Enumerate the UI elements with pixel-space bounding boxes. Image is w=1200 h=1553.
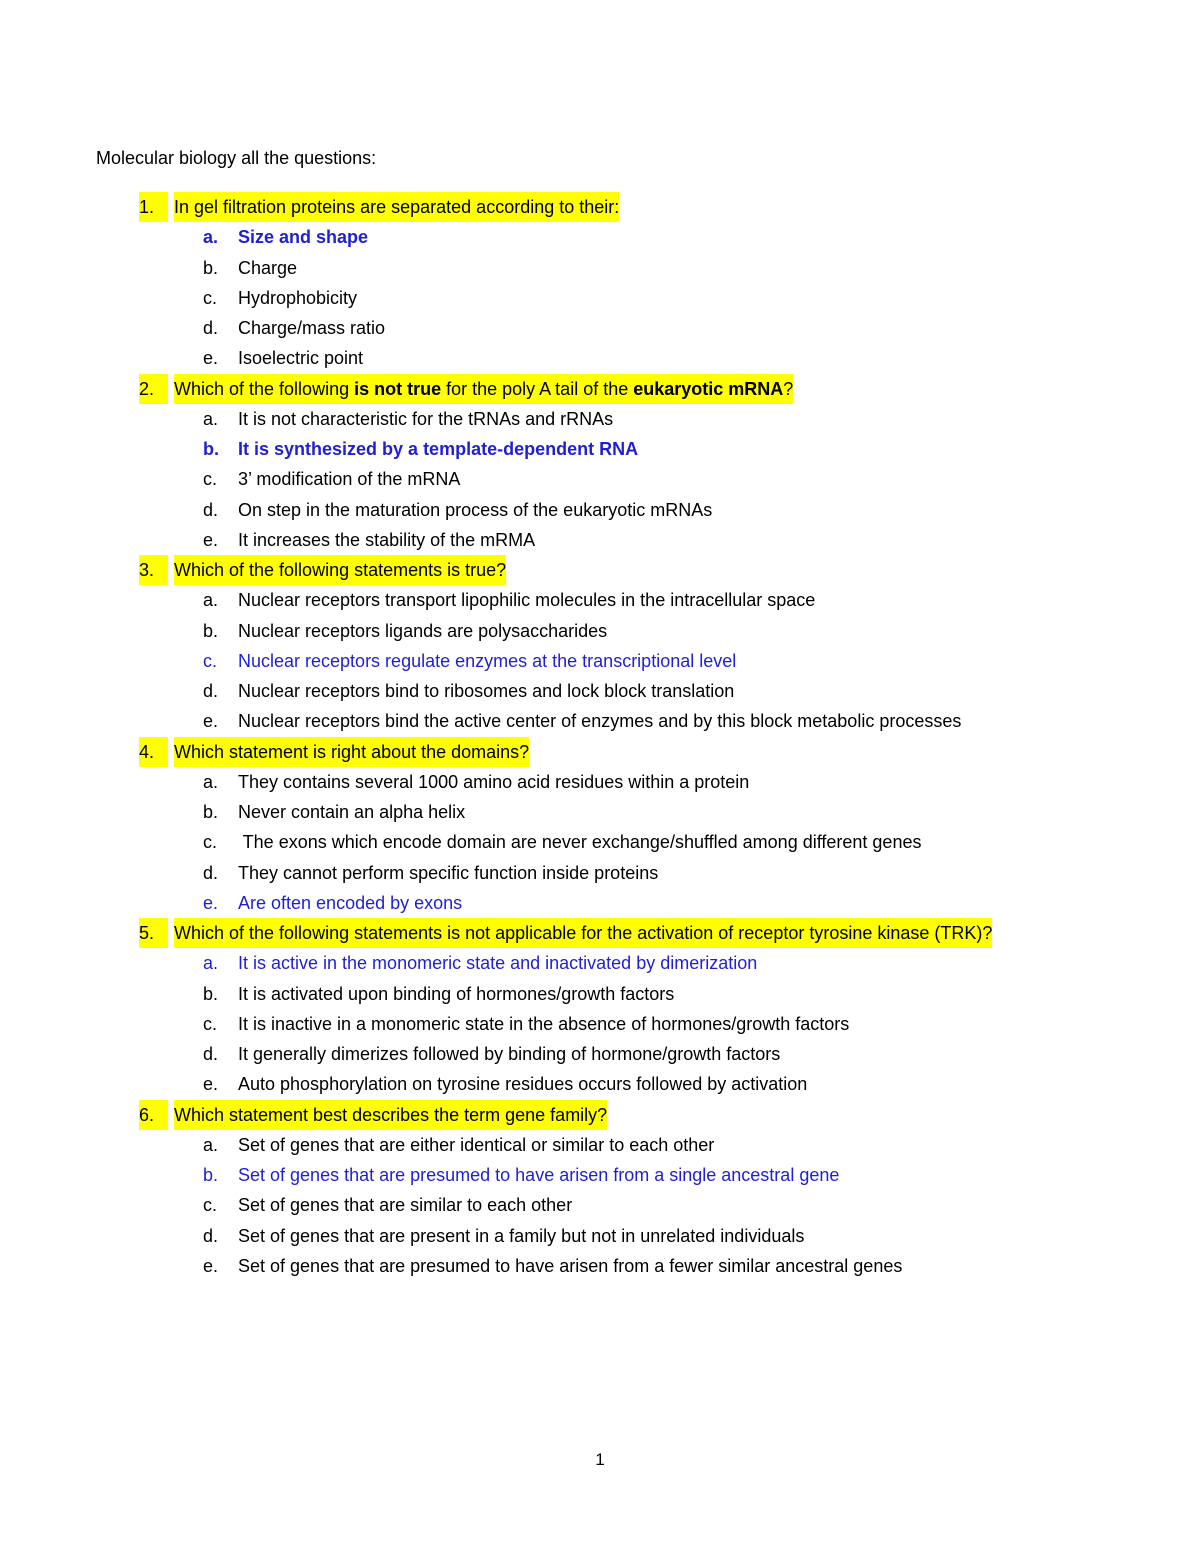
option-letter: a. bbox=[203, 1134, 219, 1155]
correct-option-text: Are often encoded by exons bbox=[238, 892, 463, 913]
answer-option bbox=[0, 495, 1200, 525]
answer-option bbox=[0, 1130, 1200, 1160]
option-letter: c. bbox=[203, 287, 218, 308]
answer-option bbox=[0, 767, 1200, 797]
option-letter: b. bbox=[203, 1165, 219, 1185]
answer-option bbox=[0, 948, 1200, 978]
answer-option bbox=[0, 1221, 1200, 1251]
option-letter: a. bbox=[203, 590, 219, 611]
option-letter: b. bbox=[203, 802, 219, 822]
question-text bbox=[174, 1100, 607, 1130]
option-text: Set of genes that are similar to each other bbox=[238, 1195, 573, 1216]
answer-option bbox=[0, 585, 1200, 615]
option-letter: a. bbox=[203, 953, 219, 974]
question-3 bbox=[0, 555, 1200, 585]
option-text: Nuclear receptors transport lipophilic molecules in the intracellular space bbox=[238, 590, 816, 611]
question-text bbox=[174, 555, 506, 585]
option-letter: e. bbox=[203, 529, 219, 550]
option-letter: b. bbox=[203, 257, 219, 278]
option-text: Set of genes that are present in a family but not in unrelated individuals bbox=[238, 1225, 805, 1246]
question-text-segment: is not true bbox=[354, 378, 442, 399]
option-letter: e. bbox=[203, 1255, 219, 1276]
question-list bbox=[0, 192, 1200, 1281]
answer-option bbox=[0, 313, 1200, 343]
option-text: It is activated upon binding of hormones/growth factors bbox=[238, 983, 675, 1004]
answer-option bbox=[0, 676, 1200, 706]
question-text bbox=[174, 374, 793, 404]
answer-option bbox=[0, 797, 1200, 827]
answer-option bbox=[0, 616, 1200, 646]
question-number: 6. bbox=[139, 1100, 168, 1130]
correct-option-text: Size and shape bbox=[238, 227, 369, 248]
option-letter: e. bbox=[203, 1074, 219, 1095]
answer-option bbox=[0, 1251, 1200, 1281]
option-text: Charge/mass ratio bbox=[238, 318, 386, 338]
question-text-segment: In gel filtration proteins are separated according to their: bbox=[174, 197, 620, 217]
answer-option bbox=[0, 525, 1200, 555]
question-5 bbox=[0, 918, 1200, 948]
question-text bbox=[174, 192, 619, 222]
answer-option bbox=[0, 888, 1200, 918]
option-text: They contains several 1000 amino acid residues within a protein bbox=[238, 771, 750, 792]
option-text: Set of genes that are either identical or similar to each other bbox=[238, 1134, 715, 1155]
option-letter: c. bbox=[203, 650, 218, 671]
option-text: Isoelectric point bbox=[238, 348, 364, 369]
answer-option bbox=[0, 1190, 1200, 1220]
option-letter: e. bbox=[203, 892, 219, 913]
option-letter: b. bbox=[203, 620, 219, 641]
answer-option bbox=[0, 1069, 1200, 1099]
answer-option bbox=[0, 1039, 1200, 1069]
answer-option bbox=[0, 434, 1200, 464]
option-text: It is inactive in a monomeric state in the absence of hormones/growth factors bbox=[238, 1013, 850, 1034]
question-number: 5. bbox=[139, 918, 168, 948]
question-text-segment: eukaryotic mRNA bbox=[633, 378, 784, 399]
option-letter: e. bbox=[203, 348, 219, 369]
option-letter: d. bbox=[203, 499, 219, 520]
option-text: It generally dimerizes followed by binding of hormone/growth factors bbox=[238, 1044, 781, 1064]
question-number: 2. bbox=[139, 374, 168, 404]
question-text-segment: Which of the following statements is true? bbox=[174, 560, 507, 580]
correct-option-text: It is synthesized by a template-dependent RNA bbox=[238, 439, 639, 459]
option-letter: a. bbox=[203, 227, 219, 248]
question-6 bbox=[0, 1100, 1200, 1130]
question-number: 4. bbox=[139, 737, 168, 767]
option-text: Never contain an alpha helix bbox=[238, 802, 466, 822]
answer-option bbox=[0, 283, 1200, 313]
option-text: Nuclear receptors bind the active center of enzymes and by this block metabolic processes bbox=[238, 711, 962, 732]
option-letter: d. bbox=[203, 862, 219, 883]
question-number: 1. bbox=[139, 192, 168, 222]
option-letter: d. bbox=[203, 318, 219, 338]
answer-option bbox=[0, 464, 1200, 494]
option-letter: a. bbox=[203, 771, 219, 792]
option-text: They cannot perform specific function inside proteins bbox=[238, 862, 659, 883]
option-text: It is not characteristic for the tRNAs and rRNAs bbox=[238, 408, 614, 429]
answer-option bbox=[0, 1160, 1200, 1190]
question-text-segment: Which statement is right about the domains? bbox=[174, 741, 530, 762]
option-letter: d. bbox=[203, 681, 219, 701]
option-text: Nuclear receptors ligands are polysaccharides bbox=[238, 620, 608, 641]
option-text: Charge bbox=[238, 257, 298, 278]
option-text: Hydrophobicity bbox=[238, 287, 358, 308]
question-text bbox=[174, 737, 529, 767]
option-text: It increases the stability of the mRMA bbox=[238, 529, 536, 550]
answer-option bbox=[0, 343, 1200, 373]
correct-option-text: It is active in the monomeric state and inactivated by dimerization bbox=[238, 953, 758, 974]
question-text-segment: for the poly A tail of the bbox=[441, 378, 634, 399]
answer-option bbox=[0, 222, 1200, 252]
correct-option-text: Nuclear receptors regulate enzymes at the transcriptional level bbox=[238, 650, 737, 671]
question-text-segment: Which of the following statements is not applicable for the activation of receptor tyrosine kinase (TRK)? bbox=[174, 923, 993, 943]
question-number: 3. bbox=[139, 555, 168, 585]
option-text: Auto phosphorylation on tyrosine residues occurs followed by activation bbox=[238, 1074, 808, 1095]
document-title: Molecular biology all the questions: bbox=[96, 148, 377, 168]
question-text bbox=[174, 918, 992, 948]
option-text: The exons which encode domain are never exchange/shuffled among different genes bbox=[238, 832, 922, 853]
question-1 bbox=[0, 192, 1200, 222]
answer-option bbox=[0, 253, 1200, 283]
page-number: 1 bbox=[595, 1450, 605, 1469]
answer-option bbox=[0, 827, 1200, 857]
option-text: On step in the maturation process of the eukaryotic mRNAs bbox=[238, 499, 713, 520]
option-letter: c. bbox=[203, 1013, 218, 1034]
answer-option bbox=[0, 858, 1200, 888]
answer-option bbox=[0, 404, 1200, 434]
option-text: Nuclear receptors bind to ribosomes and lock block translation bbox=[238, 681, 735, 701]
question-2 bbox=[0, 374, 1200, 404]
option-letter: c. bbox=[203, 469, 218, 490]
correct-option-text: Set of genes that are presumed to have arisen from a single ancestral gene bbox=[238, 1165, 840, 1185]
option-text: Set of genes that are presumed to have arisen from a fewer similar ancestral genes bbox=[238, 1255, 903, 1276]
option-letter: e. bbox=[203, 711, 219, 732]
answer-option bbox=[0, 706, 1200, 736]
option-letter: b. bbox=[203, 439, 219, 459]
option-text: 3’ modification of the mRNA bbox=[238, 469, 461, 490]
question-text-segment: Which statement best describes the term gene family? bbox=[174, 1104, 608, 1125]
question-text-segment: ? bbox=[783, 378, 794, 399]
option-letter: d. bbox=[203, 1225, 219, 1246]
option-letter: c. bbox=[203, 1195, 218, 1216]
option-letter: d. bbox=[203, 1044, 219, 1064]
answer-option bbox=[0, 979, 1200, 1009]
answer-option bbox=[0, 1009, 1200, 1039]
question-text-segment: Which of the following bbox=[174, 378, 355, 399]
answer-option bbox=[0, 646, 1200, 676]
question-4 bbox=[0, 737, 1200, 767]
option-letter: b. bbox=[203, 983, 219, 1004]
option-letter: c. bbox=[203, 832, 218, 853]
option-letter: a. bbox=[203, 408, 219, 429]
